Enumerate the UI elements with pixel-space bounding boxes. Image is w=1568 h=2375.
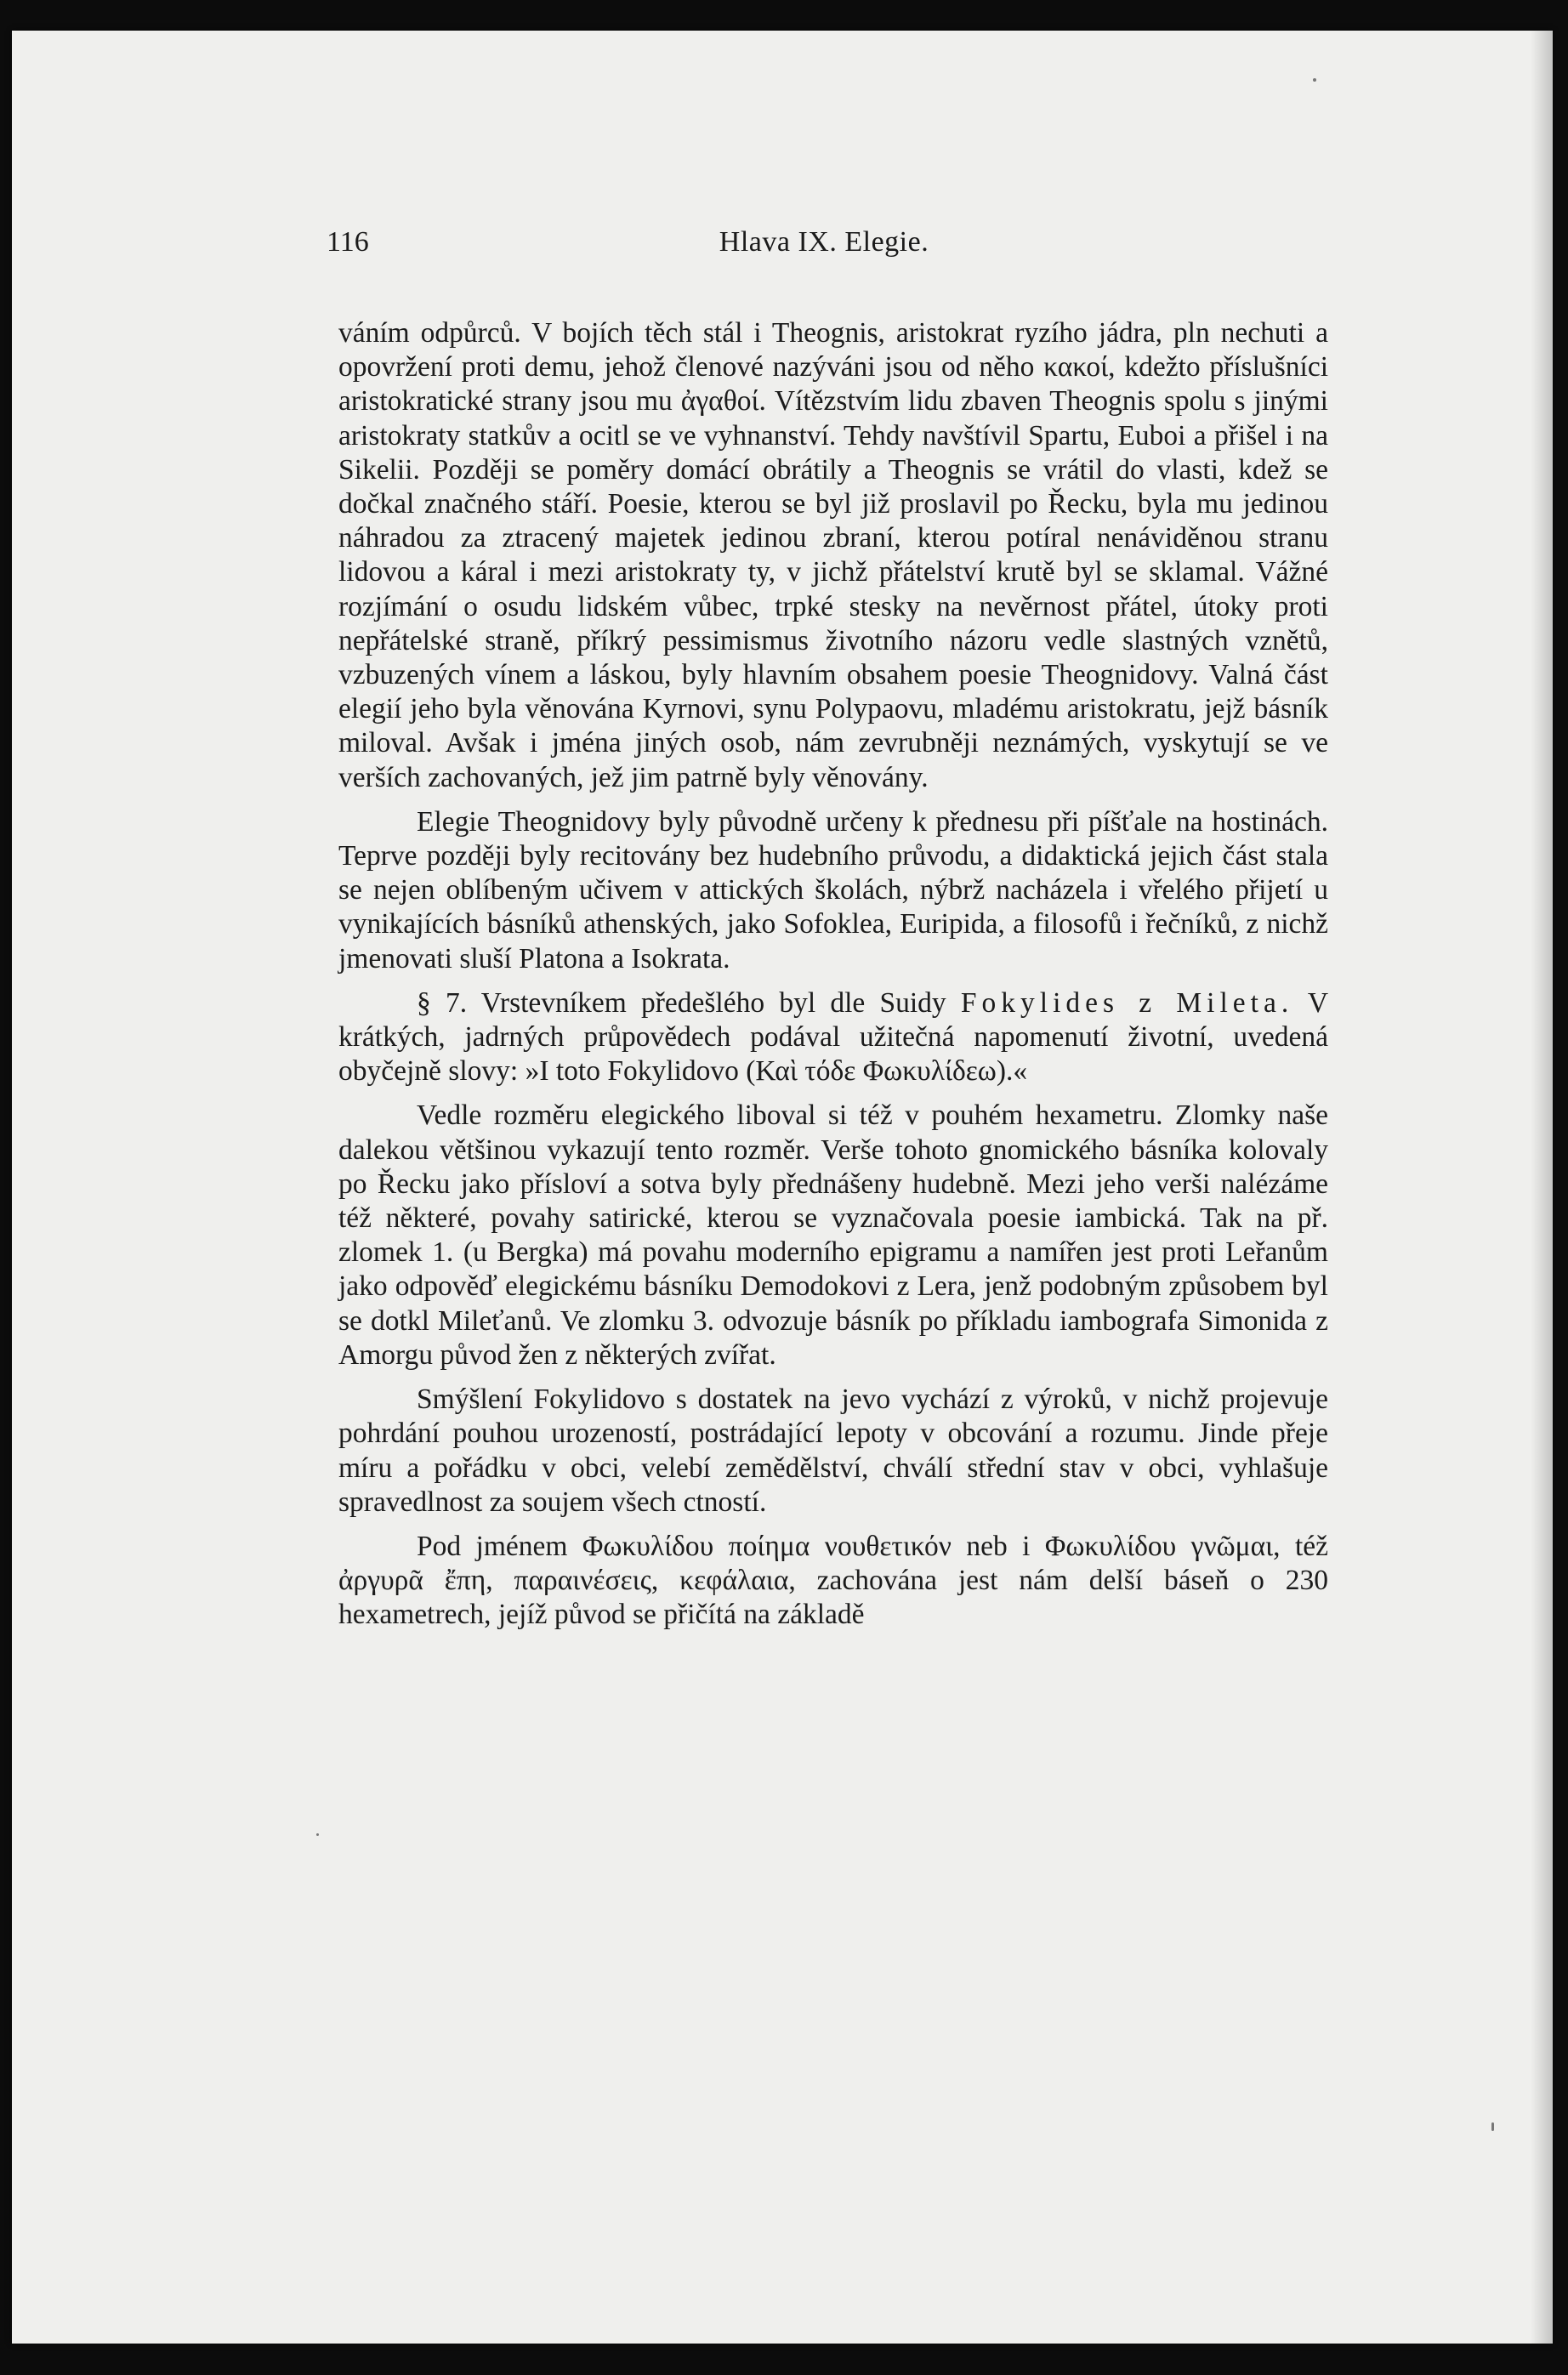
paragraph-fokylides-views: Smýšlení Fokylidovo s dostatek na jevo vychází z výroků, v nichž projevuje pohrdání pouhou urozeností, postrádající lepoty v obcování a rozumu. Jinde přeje míru a pořádku v obci, velebí zemědělství, chválí střední stav v obci, vyhlašuje spravedlnost za soujem všech ctností. xyxy=(338,1384,1328,1518)
paragraph-theognis-life: váním odpůrců. V bojích těch stál i Theognis, aristokrat ryzího jádra, pln nechuti a opovržení proti demu, jehož členové nazýváni jsou od něho κακοί, kdežto příslušníci aristokratické strany jsou mu ἀγαθοί. Vítězstvím lidu zbaven Theognis spolu s jinými aristokraty statkův a ocitl se ve vyhnanství. Tehdy navštívil Spartu, Euboi a přišel i na Sikelii. Později se poměry domácí obrátily a Theognis se vrátil do vlasti, kdež se dočkal značného stáří. Poesie, kterou se byl již proslavil po Řecku, byla mu jedinou náhradou za ztracený majetek jedinou zbraní, kterou potíral nenáviděnou stranu lidovou a káral i mezi aristokraty ty, v jichž přátelství krutě byl se sklamal. Vážné rozjímání o osudu lidském vůbec, trpké stesky na nevěrnost přátel, útoky proti nepřátelské straně, příkrý pessimismus životního názoru vedle slastných vznětů, vzbuzených vínem a láskou, byly hlavním obsahem poesie Theognidovy. Valná část elegií jeho byla věnována Kyrnovi, synu Polypaovu, mladému aristokratu, jejž básník miloval. Avšak i jména jiných osob, nám zevrubněji neznámých, vyskytují se ve verších zachovaných, jež jim patrně byly věnovány. xyxy=(338,317,1328,793)
page-number: 116 xyxy=(327,226,369,258)
section-mark: § 7. xyxy=(417,986,468,1019)
section-text-after: V krátkých, jadrných průpovědech podával užitečná napomenutí životní, uvedená obyčejně slovy: »I toto Fokylidovo (Καὶ τόδε Φωκυλίδεω).« xyxy=(338,986,1329,1088)
paragraph-pseudo-fokylides: Pod jménem Φωκυλίδου ποίημα νουθετικόν neb i Φωκυλίδου γνῶμαι, též ἀργυρᾶ ἔπη, παραινέσεις, κεφάλαια, zachována jest nám delší báseň o 230 hexametrech, jejíž původ se přičítá na základě xyxy=(338,1530,1328,1631)
section-text-before: Vrstevníkem předešlého byl dle Suidy xyxy=(480,986,946,1019)
body-text xyxy=(338,316,1328,1643)
page-header xyxy=(327,226,1321,269)
running-head: Hlava IX. Elegie. xyxy=(719,226,929,258)
author-name-fokylides: Fokylides z Mileta. xyxy=(960,986,1294,1019)
scan-speck xyxy=(1491,2122,1494,2131)
page-edge-shadow xyxy=(1531,31,1553,2344)
scan-speck xyxy=(316,1833,319,1836)
paragraph-hexameter: Vedle rozměru elegického liboval si též v pouhém hexametru. Zlomky naše dalekou většinou vykazují tento rozměr. Verše tohoto gnomického básníka kolovaly po Řecku jako přísloví a sotva byly přednášeny hudebně. Mezi jeho verši nalézáme též některé, povahy satirické, kterou se vyznačovala poesie iambická. Tak na př. zlomek 1. (u Bergka) má povahu moderního epigramu a namířen jest proti Leřanům jako odpověď elegickému básníku Demodokovi z Lera, jenž podobným způsobem byl se dotkl Mileťanů. Ve zlomku 3. odvozuje básník po příkladu iambografa Simonida z Amorgu původ žen z některých zvířat. xyxy=(338,1099,1328,1371)
paragraph-section-7 xyxy=(338,986,1328,1089)
scan-speck xyxy=(1313,78,1316,82)
book-page xyxy=(12,31,1553,2344)
paragraph-theognis-elegies: Elegie Theognidovy byly původně určeny k přednesu při píšťale na hostinách. Teprve později byly recitovány bez hudebního průvodu, a didaktická jejich část stala se nejen oblíbeným učivem v attických školách, nýbrž nacházela i vřelého přijetí u vynikajících básníků athenských, jako Sofoklea, Euripida, a filosofů i řečníků, z nichž jmenovati sluší Platona a Isokrata. xyxy=(338,805,1328,974)
